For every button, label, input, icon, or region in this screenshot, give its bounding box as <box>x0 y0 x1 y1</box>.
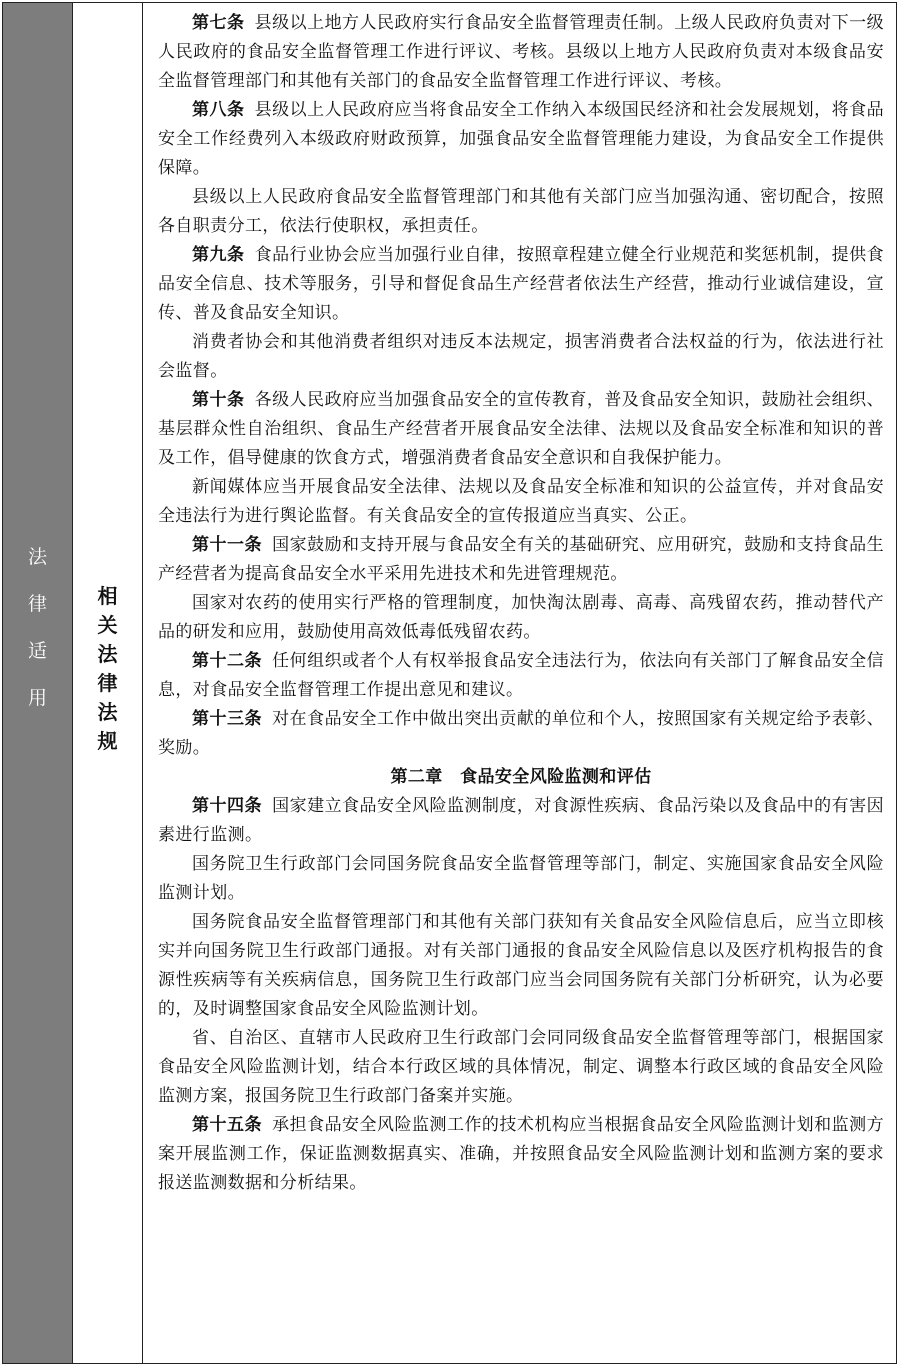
subcategory-char: 法 <box>97 700 118 724</box>
chapter-heading: 第二章 食品安全风险监测和评估 <box>390 767 652 787</box>
paragraph-text: 省、自治区、直辖市人民政府卫生行政部门会同同级食品安全监督管理等部门，根据国家食品安全风险监测计划，结合本行政区域的具体情况，制定、调整本行政区域的食品安全风险监测方案，报国务院卫生行政部门备案并实施。 <box>158 1028 884 1106</box>
subcategory-column <box>73 3 143 1363</box>
law-paragraph <box>158 908 884 1024</box>
paragraph-text: 任何组织或者个人有权举报食品安全违法行为，依法向有关部门了解食品安全信息，对食品安全监督管理工作提出意见和建议。 <box>158 651 884 700</box>
paragraph-text: 新闻媒体应当开展食品安全法律、法规以及食品安全标准和知识的公益宣传，并对食品安全违法行为进行舆论监督。有关食品安全的宣传报道应当真实、公正。 <box>158 477 884 526</box>
subcategory-char: 相 <box>97 584 118 608</box>
article-number: 第十三条 <box>192 709 262 729</box>
law-paragraph <box>158 183 884 241</box>
paragraph-text: 国家鼓励和支持开展与食品安全有关的基础研究、应用研究，鼓励和支持食品生产经营者为提高食品安全水平采用先进技术和先进管理规范。 <box>158 535 884 584</box>
law-paragraph <box>158 328 884 386</box>
law-paragraph <box>158 1024 884 1111</box>
paragraph-text: 对在食品安全工作中做出突出贡献的单位和个人，按照国家有关规定给予表彰、奖励。 <box>158 709 884 758</box>
paragraph-text: 国务院卫生行政部门会同国务院食品安全监督管理等部门，制定、实施国家食品安全风险监测计划。 <box>158 854 884 903</box>
category-column <box>3 3 73 1363</box>
law-paragraph <box>158 589 884 647</box>
category-char: 适 <box>27 640 47 662</box>
paragraph-text: 承担食品安全风险监测工作的技术机构应当根据食品安全风险监测计划和监测方案开展监测工作，保证监测数据真实、准确，并按照食品安全风险监测计划和监测方案的要求报送监测数据和分析结果。 <box>158 1115 884 1193</box>
subcategory-char: 规 <box>97 729 118 753</box>
law-paragraph <box>158 96 884 183</box>
article-number: 第十一条 <box>192 535 262 555</box>
paragraph-text: 国家建立食品安全风险监测制度，对食源性疾病、食品污染以及食品中的有害因素进行监测。 <box>158 796 884 845</box>
law-paragraph <box>158 850 884 908</box>
subcategory-char: 关 <box>97 613 118 637</box>
article-number: 第九条 <box>192 245 245 265</box>
article-number: 第十五条 <box>192 1115 262 1135</box>
article-number: 第十四条 <box>192 796 262 816</box>
category-char: 用 <box>27 687 47 709</box>
subcategory-char: 法 <box>97 642 118 666</box>
law-paragraph <box>158 9 884 96</box>
law-paragraph <box>158 531 884 589</box>
subcategory-label <box>73 586 142 760</box>
law-text-body <box>143 3 896 1363</box>
article-number: 第七条 <box>192 13 245 33</box>
law-paragraph <box>158 241 884 328</box>
law-paragraph <box>158 792 884 850</box>
article-number: 第十二条 <box>192 651 262 671</box>
paragraph-text: 国家对农药的使用实行严格的管理制度，加快淘汰剧毒、高毒、高残留农药，推动替代产品的研发和应用，鼓励使用高效低毒低残留农药。 <box>158 593 884 642</box>
law-paragraph <box>158 473 884 531</box>
article-number: 第八条 <box>192 100 245 120</box>
paragraph-text: 食品行业协会应当加强行业自律，按照章程建立健全行业规范和奖惩机制，提供食品安全信息、技术等服务，引导和督促食品生产经营者依法生产经营，推动行业诚信建设，宣传、普及食品安全知识。 <box>158 245 884 323</box>
paragraph-text: 县级以上人民政府食品安全监督管理部门和其他有关部门应当加强沟通、密切配合，按照各自职责分工，依法行使职权，承担责任。 <box>158 187 884 236</box>
category-char: 法 <box>27 546 47 568</box>
paragraph-text: 县级以上地方人民政府实行食品安全监督管理责任制。上级人民政府负责对下一级人民政府的食品安全监督管理工作进行评议、考核。县级以上地方人民政府负责对本级食品安全监督管理部门和其他有关部门的食品安全监督管理工作进行评议、考核。 <box>158 13 884 91</box>
paragraph-text: 各级人民政府应当加强食品安全的宣传教育，普及食品安全知识，鼓励社会组织、基层群众性自治组织、食品生产经营者开展食品安全法律、法规以及食品安全标准和知识的普及工作，倡导健康的饮食方式，增强消费者食品安全意识和自我保护能力。 <box>158 390 884 468</box>
paragraph-text: 国务院食品安全监督管理部门和其他有关部门获知有关食品安全风险信息后，应当立即核实并向国务院卫生行政部门通报。对有关部门通报的食品安全风险信息以及医疗机构报告的食源性疾病等有关疾病信息，国务院卫生行政部门应当会同国务院有关部门分析研究，认为必要的，及时调整国家食品安全风险监测计划。 <box>158 912 884 1019</box>
paragraph-text: 县级以上人民政府应当将食品安全工作纳入本级国民经济和社会发展规划，将食品安全工作经费列入本级政府财政预算，加强食品安全监督管理能力建设，为食品安全工作提供保障。 <box>158 100 884 178</box>
subcategory-char: 律 <box>97 671 118 695</box>
paragraph-text: 消费者协会和其他消费者组织对违反本法规定，损害消费者合法权益的行为，依法进行社会监督。 <box>158 332 884 381</box>
law-paragraph <box>158 1111 884 1198</box>
law-paragraph <box>158 647 884 705</box>
law-paragraph <box>158 705 884 763</box>
page-frame <box>2 2 897 1364</box>
category-label <box>3 548 72 736</box>
category-char: 律 <box>27 593 47 615</box>
law-paragraph <box>158 386 884 473</box>
article-number: 第十条 <box>192 390 245 410</box>
